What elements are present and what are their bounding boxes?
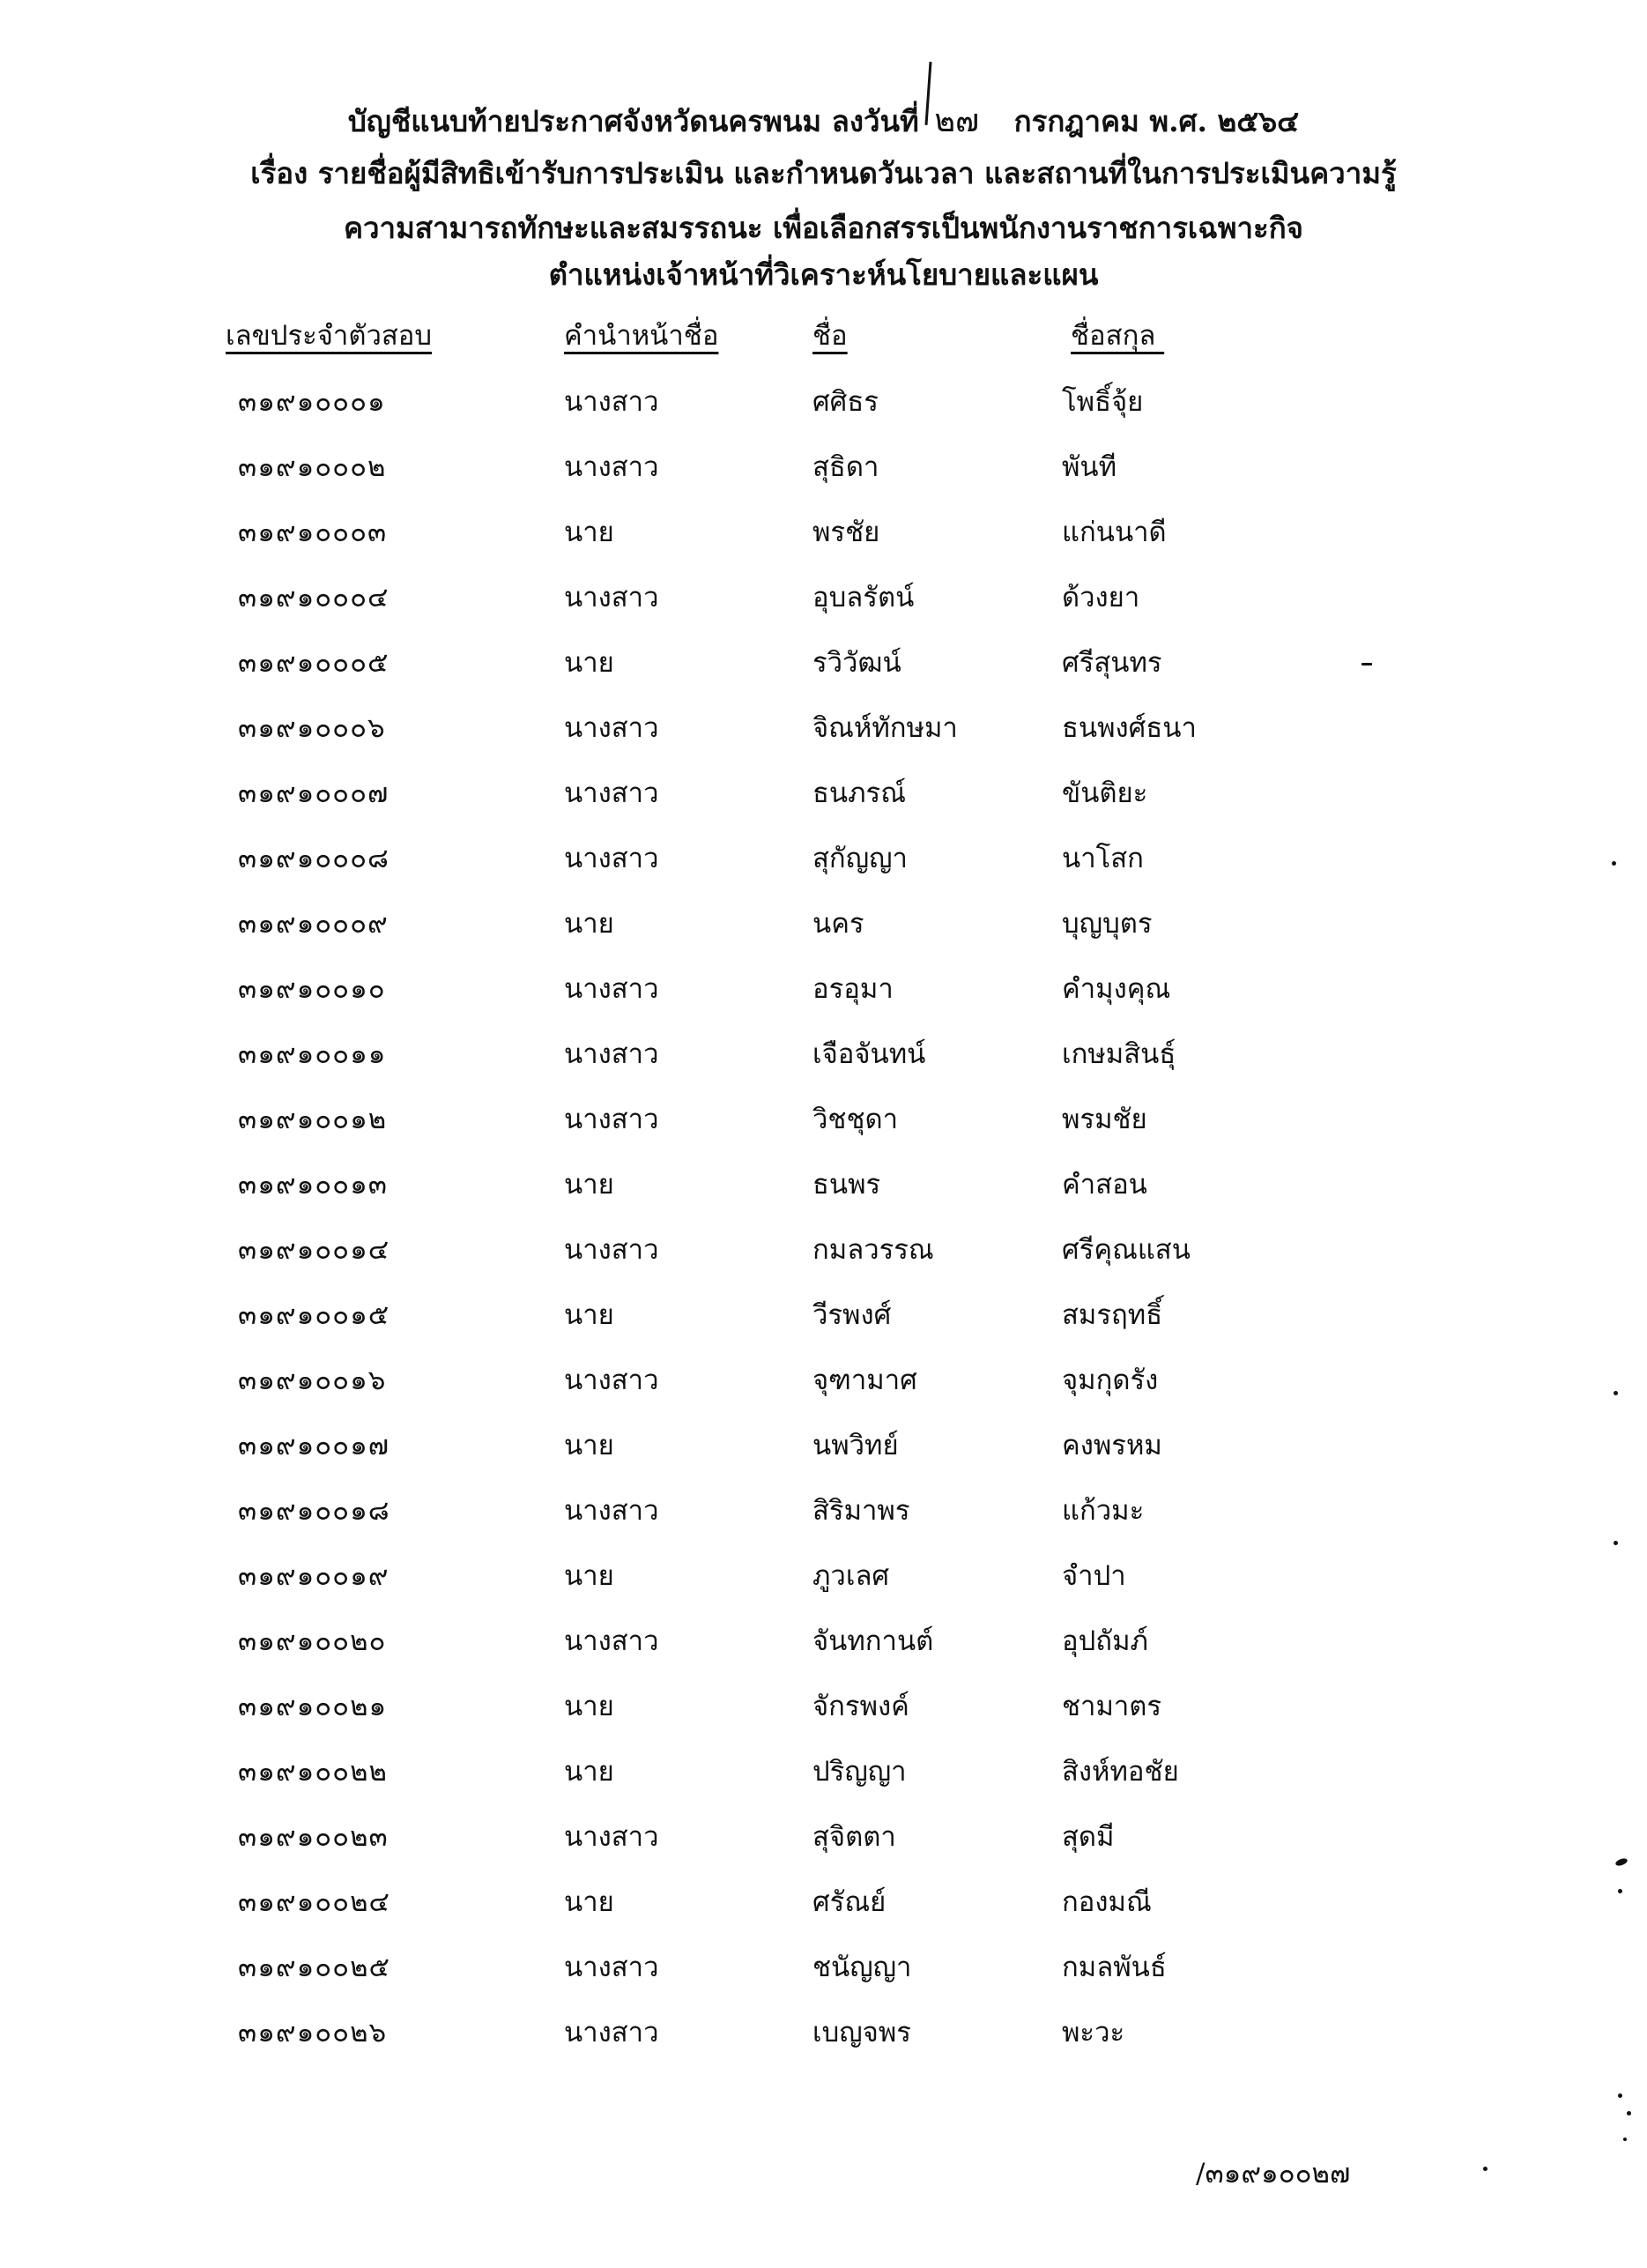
candidate-row bbox=[0, 836, 1647, 889]
name-prefix: นางสาว bbox=[564, 1104, 659, 1135]
exam-id: ๓๑๙๑๐๐๐๙ bbox=[238, 908, 389, 940]
exam-id: ๓๑๙๑๐๐๒๐ bbox=[238, 1625, 387, 1657]
candidate-row bbox=[0, 1357, 1647, 1410]
candidate-row bbox=[0, 1879, 1647, 1932]
first-name: จุฑามาศ bbox=[812, 1365, 917, 1396]
candidate-row bbox=[0, 1292, 1647, 1345]
first-name: เบญจพร bbox=[812, 2017, 911, 2049]
last-name: ศรีสุนทร bbox=[1062, 647, 1162, 679]
first-name: กมลวรรณ bbox=[812, 1234, 934, 1266]
candidate-row bbox=[0, 1684, 1647, 1736]
exam-id: ๓๑๙๑๐๐๑๓ bbox=[238, 1169, 388, 1201]
name-prefix: นางสาว bbox=[564, 843, 659, 874]
first-name: นคร bbox=[812, 908, 864, 940]
exam-id: ๓๑๙๑๐๐๒๓ bbox=[238, 1821, 389, 1853]
candidate-row bbox=[0, 1031, 1647, 1084]
first-name: ศศิธร bbox=[812, 386, 879, 418]
exam-id: ๓๑๙๑๐๐๒๖ bbox=[238, 2017, 388, 2049]
exam-id: ๓๑๙๑๐๐๑๐ bbox=[238, 973, 386, 1005]
name-prefix: นาย bbox=[564, 1299, 614, 1331]
first-name: จิณห์ทักษมา bbox=[812, 712, 958, 744]
last-name: สมรฤทธิ์ bbox=[1062, 1299, 1163, 1331]
document-subject: เรื่อง รายชื่อผู้มีสิทธิเข้ารับการประเมิน และกำหนดวันเวลา และสถานที่ในการประเมินความรู้ bbox=[250, 156, 1397, 190]
last-name: เกษมสินธุ์ bbox=[1062, 1038, 1176, 1070]
candidate-row bbox=[0, 1488, 1647, 1541]
first-name: จักรพงค์ bbox=[812, 1691, 909, 1722]
name-prefix: นาย bbox=[564, 1430, 614, 1461]
name-prefix: นางสาว bbox=[564, 386, 659, 418]
last-name: พรมชัย bbox=[1062, 1104, 1147, 1135]
first-name: วีรพงศ์ bbox=[812, 1299, 892, 1331]
name-prefix: นางสาว bbox=[564, 451, 659, 483]
last-name: สิงห์ทอชัย bbox=[1062, 1756, 1179, 1788]
candidate-row bbox=[0, 640, 1647, 693]
name-prefix: นาย bbox=[564, 517, 614, 548]
name-prefix: นาย bbox=[564, 1691, 614, 1722]
exam-id: ๓๑๙๑๐๐๐๘ bbox=[238, 843, 389, 874]
continuation-reference: /๓๑๙๑๐๐๒๗ bbox=[1196, 2158, 1351, 2190]
scan-speck bbox=[1483, 2167, 1487, 2171]
exam-id: ๓๑๙๑๐๐๑๙ bbox=[238, 1560, 389, 1592]
candidate-row bbox=[0, 1618, 1647, 1671]
first-name: รวิวัฒน์ bbox=[812, 647, 901, 679]
last-name: จำปา bbox=[1062, 1560, 1126, 1592]
first-name: สุธิดา bbox=[812, 451, 879, 483]
first-name: ธนภรณ์ bbox=[812, 777, 906, 809]
name-prefix: นางสาว bbox=[564, 1365, 659, 1396]
name-prefix: นางสาว bbox=[564, 1625, 659, 1657]
candidate-row bbox=[0, 770, 1647, 823]
first-name: ศรัณย์ bbox=[812, 1886, 887, 1918]
exam-id: ๓๑๙๑๐๐๒๔ bbox=[238, 1886, 390, 1918]
exam-id: ๓๑๙๑๐๐๑๔ bbox=[238, 1234, 390, 1266]
exam-id: ๓๑๙๑๐๐๒๑ bbox=[238, 1691, 388, 1722]
last-name: สุดมี bbox=[1062, 1821, 1115, 1853]
scan-speck bbox=[1618, 1889, 1622, 1893]
candidate-row bbox=[0, 1749, 1647, 1802]
last-name: แก้วมะ bbox=[1062, 1495, 1145, 1527]
column-header-exam-id: เลขประจำตัวสอบ bbox=[226, 320, 433, 352]
first-name: ชนัญญา bbox=[812, 1952, 912, 1983]
exam-id: ๓๑๙๑๐๐๐๑ bbox=[238, 386, 386, 418]
exam-id: ๓๑๙๑๐๐๑๑ bbox=[238, 1038, 387, 1070]
last-name: จุมกุดรัง bbox=[1062, 1365, 1159, 1396]
scan-speck bbox=[1627, 2111, 1631, 2116]
first-name: พรชัย bbox=[812, 517, 880, 548]
scan-speck bbox=[1623, 2138, 1627, 2141]
candidate-row bbox=[0, 2010, 1647, 2063]
candidate-row bbox=[0, 1945, 1647, 1997]
last-name: พะวะ bbox=[1062, 2017, 1125, 2049]
column-header-first-name: ชื่อ bbox=[812, 320, 848, 352]
exam-id: ๓๑๙๑๐๐๐๔ bbox=[238, 582, 389, 613]
first-name: จันทกานต์ bbox=[812, 1625, 934, 1657]
first-name: สุกัญญา bbox=[812, 843, 908, 874]
candidate-row bbox=[0, 1162, 1647, 1215]
last-name: ธนพงศ์ธนา bbox=[1062, 712, 1197, 744]
candidate-row bbox=[0, 444, 1647, 497]
name-prefix: นางสาว bbox=[564, 777, 659, 809]
candidate-row bbox=[0, 509, 1647, 562]
first-name: วิชชุดา bbox=[812, 1104, 899, 1135]
candidate-row bbox=[0, 705, 1647, 758]
exam-id: ๓๑๙๑๐๐๑๘ bbox=[238, 1495, 390, 1527]
first-name: ภูวเลศ bbox=[812, 1560, 890, 1592]
name-prefix: นางสาว bbox=[564, 1234, 659, 1266]
last-name: กองมณี bbox=[1062, 1886, 1152, 1918]
candidate-row bbox=[0, 1553, 1647, 1606]
first-name: เจือจันทน์ bbox=[812, 1038, 926, 1070]
exam-id: ๓๑๙๑๐๐๐๒ bbox=[238, 451, 387, 483]
first-name: สุจิตตา bbox=[812, 1821, 896, 1853]
candidate-row bbox=[0, 901, 1647, 954]
position-title: ตำแหน่งเจ้าหน้าที่วิเคราะห์นโยบายและแผน bbox=[548, 257, 1099, 292]
scan-speck bbox=[1614, 1541, 1618, 1545]
last-name: บุญบุตร bbox=[1062, 908, 1153, 940]
handwritten-day: ๒๗ bbox=[934, 95, 979, 145]
exam-id: ๓๑๙๑๐๐๑๗ bbox=[238, 1430, 390, 1461]
last-name: ศรีคุณแสน bbox=[1062, 1234, 1191, 1266]
last-name: ด้วงยา bbox=[1062, 582, 1140, 613]
candidate-row bbox=[0, 1097, 1647, 1149]
candidate-row bbox=[0, 379, 1647, 432]
first-name: ปริญญา bbox=[812, 1756, 907, 1788]
last-name: ขันติยะ bbox=[1062, 777, 1148, 809]
last-name: โพธิ์จุ้ย bbox=[1062, 386, 1144, 418]
exam-id: ๓๑๙๑๐๐๒๒ bbox=[238, 1756, 388, 1788]
exam-id: ๓๑๙๑๐๐๐๗ bbox=[238, 777, 389, 809]
exam-id: ๓๑๙๑๐๐๐๕ bbox=[238, 647, 389, 679]
scan-speck bbox=[1618, 2093, 1622, 2098]
candidate-row bbox=[0, 1227, 1647, 1280]
first-name: ธนพร bbox=[812, 1169, 881, 1201]
first-name: อรอุมา bbox=[812, 973, 894, 1005]
last-name: คงพรหม bbox=[1062, 1430, 1162, 1461]
name-prefix: นางสาว bbox=[564, 712, 659, 744]
candidate-row bbox=[0, 1814, 1647, 1867]
name-prefix: นาย bbox=[564, 647, 614, 679]
name-prefix: นางสาว bbox=[564, 973, 659, 1005]
document-title-line-3: ความสามารถทักษะและสมรรถนะ เพื่อเลือกสรรเป็นพนักงานราชการเฉพาะกิจ bbox=[343, 211, 1304, 245]
document-title-line-1 bbox=[0, 95, 1647, 145]
title-month-year: กรกฎาคม พ.ศ. ๒๕๖๔ bbox=[1013, 104, 1300, 138]
scan-speck bbox=[1361, 663, 1372, 666]
name-prefix: นาย bbox=[564, 1560, 614, 1592]
first-name: อุบลรัตน์ bbox=[812, 582, 915, 613]
name-prefix: นาย bbox=[564, 908, 614, 940]
last-name: พันที bbox=[1062, 451, 1117, 483]
column-header-last-name: ชื่อสกุล bbox=[1071, 320, 1165, 352]
name-prefix: นางสาว bbox=[564, 582, 659, 613]
name-prefix: นางสาว bbox=[564, 1821, 659, 1853]
scan-speck bbox=[1612, 861, 1616, 866]
last-name: อุปถัมภ์ bbox=[1062, 1625, 1148, 1657]
exam-id: ๓๑๙๑๐๐๒๕ bbox=[238, 1952, 390, 1983]
exam-id: ๓๑๙๑๐๐๑๒ bbox=[238, 1104, 388, 1135]
name-prefix: นางสาว bbox=[564, 1952, 659, 1983]
name-prefix: นางสาว bbox=[564, 2017, 659, 2049]
last-name: นาโสก bbox=[1062, 843, 1144, 874]
candidate-row bbox=[0, 966, 1647, 1019]
candidate-row bbox=[0, 1423, 1647, 1476]
last-name: ชามาตร bbox=[1062, 1691, 1162, 1722]
first-name: สิริมาพร bbox=[812, 1495, 910, 1527]
exam-id: ๓๑๙๑๐๐๑๕ bbox=[238, 1299, 390, 1331]
scan-speck bbox=[1614, 1391, 1618, 1395]
name-prefix: นางสาว bbox=[564, 1038, 659, 1070]
exam-id: ๓๑๙๑๐๐๑๖ bbox=[238, 1365, 387, 1396]
title-prefix: บัญชีแนบท้ายประกาศจังหวัดนครพนม ลงวันที่ bbox=[347, 104, 919, 138]
last-name: แก่นนาดี bbox=[1062, 517, 1167, 548]
name-prefix: นางสาว bbox=[564, 1495, 659, 1527]
name-prefix: นาย bbox=[564, 1169, 614, 1201]
name-prefix: นาย bbox=[564, 1756, 614, 1788]
last-name: คำมุงคุณ bbox=[1062, 973, 1171, 1005]
name-prefix: นาย bbox=[564, 1886, 614, 1918]
exam-id: ๓๑๙๑๐๐๐๖ bbox=[238, 712, 386, 744]
last-name: กมลพันธ์ bbox=[1062, 1952, 1167, 1983]
exam-id: ๓๑๙๑๐๐๐๓ bbox=[238, 517, 388, 548]
first-name: นพวิทย์ bbox=[812, 1430, 899, 1461]
candidate-row bbox=[0, 575, 1647, 628]
column-header-prefix: คำนำหน้าชื่อ bbox=[564, 320, 719, 352]
last-name: คำสอน bbox=[1062, 1169, 1147, 1201]
